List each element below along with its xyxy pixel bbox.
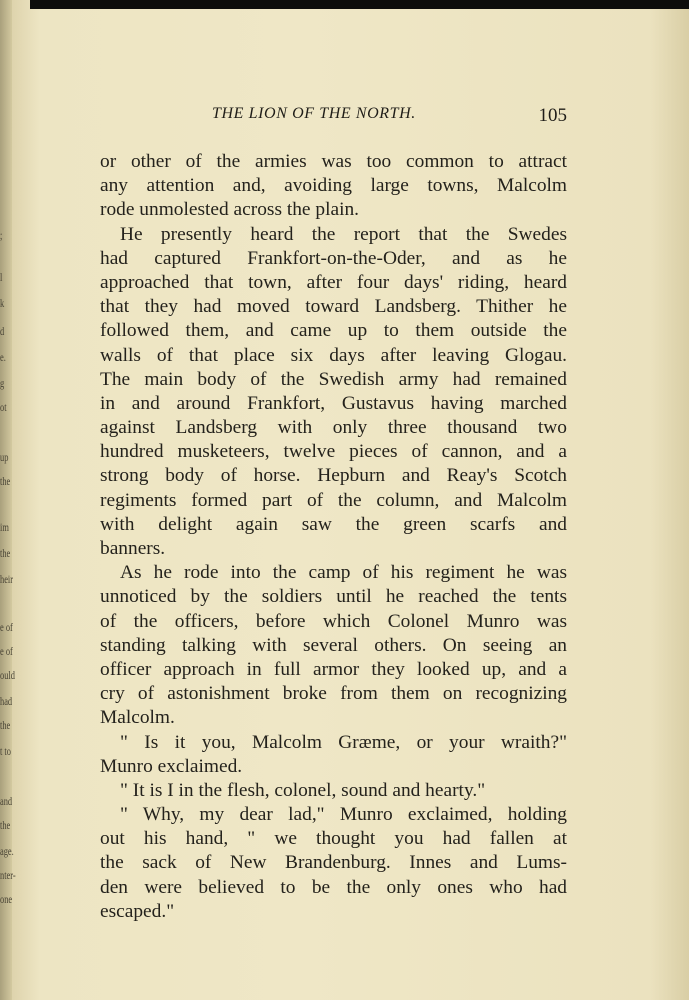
text-line: that they had moved toward Landsberg. Thither he bbox=[100, 296, 567, 318]
text-line: officer approach in full armor they looked up, and a bbox=[100, 658, 567, 680]
text-line: rode unmolested across the plain. bbox=[100, 199, 360, 221]
text-line: any attention and, avoiding large towns, Malcolm bbox=[100, 175, 567, 197]
text-line: regiments formed part of the column, and Malcolm bbox=[100, 489, 567, 511]
text-line: " It is I in the flesh, colonel, sound and hearty." bbox=[120, 779, 486, 801]
text-line: " Is it you, Malcolm Græme, or your wraith?" bbox=[120, 731, 567, 753]
text-line: He presently heard the report that the Swedes bbox=[120, 223, 567, 245]
facing-page-fragment: e of bbox=[0, 620, 13, 634]
body-text bbox=[100, 150, 567, 924]
facing-page-fragment: ould bbox=[0, 668, 15, 682]
facing-page-fragment: d bbox=[0, 324, 5, 338]
text-line: strong body of horse. Hepburn and Reay's Scotch bbox=[100, 465, 567, 487]
text-line: of the officers, before which Colonel Munro was bbox=[100, 610, 567, 632]
facing-page-fragment: k bbox=[0, 296, 5, 310]
text-line: As he rode into the camp of his regiment he was bbox=[120, 562, 567, 584]
facing-page-fragment: t to bbox=[0, 744, 11, 758]
text-line: hundred musketeers, twelve pieces of cannon, and a bbox=[100, 441, 567, 463]
text-line: approached that town, after four days' riding, heard bbox=[100, 271, 567, 293]
text-line: against Landsberg with only three thousand two bbox=[100, 417, 567, 439]
text-line: Munro exclaimed. bbox=[100, 755, 243, 777]
facing-page-fragment: the bbox=[0, 718, 11, 732]
text-line: or other of the armies was too common to attract bbox=[100, 151, 567, 172]
text-line: The main body of the Swedish army had remained bbox=[100, 368, 567, 390]
text-line: followed them, and came up to them outside the bbox=[100, 320, 567, 342]
facing-page-text-fragments bbox=[0, 0, 30, 1000]
facing-page-fragment: had bbox=[0, 694, 13, 708]
facing-page-fragment: the bbox=[0, 546, 11, 560]
facing-page-fragment: e of bbox=[0, 644, 13, 658]
text-line: standing talking with several others. On seeing an bbox=[100, 634, 567, 656]
text-line: escaped." bbox=[100, 900, 175, 922]
text-line: unnoticed by the soldiers until he reached the tents bbox=[100, 586, 567, 608]
text-line: with delight again saw the green scarfs and bbox=[100, 513, 567, 535]
text-line: cry of astonishment broke from them on recognizing bbox=[100, 683, 567, 705]
text-line: banners. bbox=[100, 538, 166, 559]
facing-page-fragment: nter- bbox=[0, 868, 16, 882]
facing-page-fragment: ; bbox=[0, 228, 3, 242]
text-line: the sack of New Brandenburg. Innes and Lums- bbox=[100, 852, 567, 874]
facing-page-fragment: e. bbox=[0, 350, 6, 364]
text-line: had captured Frankfort-on-the-Oder, and as he bbox=[100, 247, 567, 269]
running-head: THE LION OF THE NORTH. bbox=[212, 105, 416, 122]
text-line: walls of that place six days after leaving Glogau. bbox=[100, 344, 567, 366]
facing-page-fragment: im bbox=[0, 520, 9, 534]
page-number: 105 bbox=[538, 105, 567, 126]
facing-page-fragment: heir bbox=[0, 572, 14, 586]
facing-page-fragment: up bbox=[0, 450, 9, 464]
facing-page-fragment: g bbox=[0, 376, 5, 390]
text-line: den were believed to be the only ones who had bbox=[100, 876, 567, 898]
facing-page-fragment: the bbox=[0, 818, 11, 832]
facing-page-fragment: age. bbox=[0, 844, 14, 858]
facing-page-fragment: ot bbox=[0, 400, 7, 414]
facing-page-fragment: the bbox=[0, 474, 11, 488]
facing-page-fragment: and bbox=[0, 794, 13, 808]
text-line: in and around Frankfort, Gustavus having marched bbox=[100, 392, 567, 414]
text-line: " Why, my dear lad," Munro exclaimed, holding bbox=[120, 804, 567, 826]
text-line: Malcolm. bbox=[100, 707, 175, 729]
facing-page-fragment: one bbox=[0, 892, 13, 906]
text-line: out his hand, " we thought you had fallen at bbox=[100, 828, 567, 850]
page-header bbox=[95, 105, 570, 131]
facing-page-fragment: l bbox=[0, 270, 3, 284]
scan-top-edge bbox=[30, 0, 689, 9]
